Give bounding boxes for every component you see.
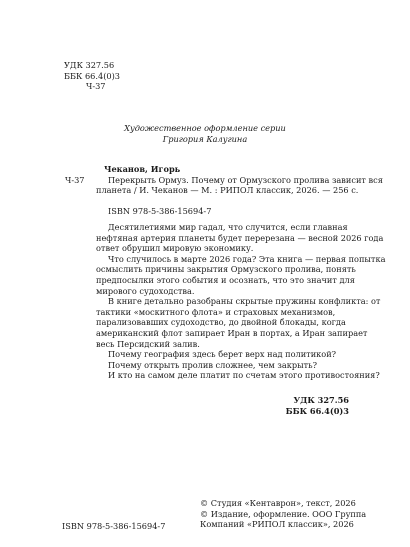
abstract-paragraph: Что случилось в марте 2026 года? Эта книга — первая попытка осмыслить причины закрытия Ормузского пролива, понять предпосылки этого события и осознать, что это значит для мирового судоходства.	[96, 253, 386, 296]
design-credit-line-2: Григория Калугина	[162, 133, 248, 144]
abstract-paragraph: Десятилетиями мир гадал, что случится, если главная нефтяная артерия планеты будет перерезана — весной 2026 года ответ обрушил мировую экономику.	[96, 222, 384, 254]
copyright-line: © Студия «Кентаврон», текст, 2026	[200, 498, 356, 508]
entry-isbn: ISBN 978-5-386-15694-7	[108, 205, 212, 216]
abstract-paragraph: И кто на самом деле платит по счетам этого противостояния?	[108, 370, 380, 381]
book-abstract	[96, 222, 388, 381]
copyright-line: Компаний «РИПОЛ классик», 2026	[200, 519, 354, 530]
entry-description: Перекрыть Ормуз. Почему от Ормузского пролива зависит вся планета / И. Чеканов — М. : РИПОЛ классик, 2026. — 256 с.	[96, 174, 383, 196]
classification-block-top	[64, 60, 120, 92]
isbn-bottom: ISBN 978-5-386-15694-7	[62, 521, 166, 531]
udk-code: УДК 327.56	[64, 60, 115, 70]
copyright-notice	[200, 498, 366, 530]
copyright-line: © Издание, оформление. ООО Группа	[200, 508, 367, 519]
udk-code-bottom: УДК 327.56	[293, 395, 349, 405]
abstract-paragraph: Почему открыть пролив сложнее, чем закрыть?	[108, 359, 317, 370]
entry-author-mark: Ч-37	[65, 174, 85, 185]
bibliographic-entry	[65, 164, 388, 216]
entry-author: Чеканов, Игорь	[104, 164, 181, 174]
design-credit-line-1: Художественное оформление серии	[124, 123, 286, 133]
classification-block-bottom	[286, 395, 349, 416]
bbk-code-bottom: ББК 66.4(0)3	[285, 405, 349, 416]
series-design-credit	[0, 123, 410, 144]
abstract-paragraph: Почему география здесь берет верх над политикой?	[108, 349, 337, 360]
author-mark-code: Ч-37	[86, 81, 106, 92]
abstract-paragraph: В книге детально разобраны скрытые пружины конфликта: от тактики «москитного флота» и страховых механизмов, парализовавших судоходство, до двойной блокады, когда американский флот запирает Иран в портах, а Иран запирает весь Персидский залив.	[96, 296, 381, 349]
bbk-code: ББК 66.4(0)3	[64, 70, 121, 81]
